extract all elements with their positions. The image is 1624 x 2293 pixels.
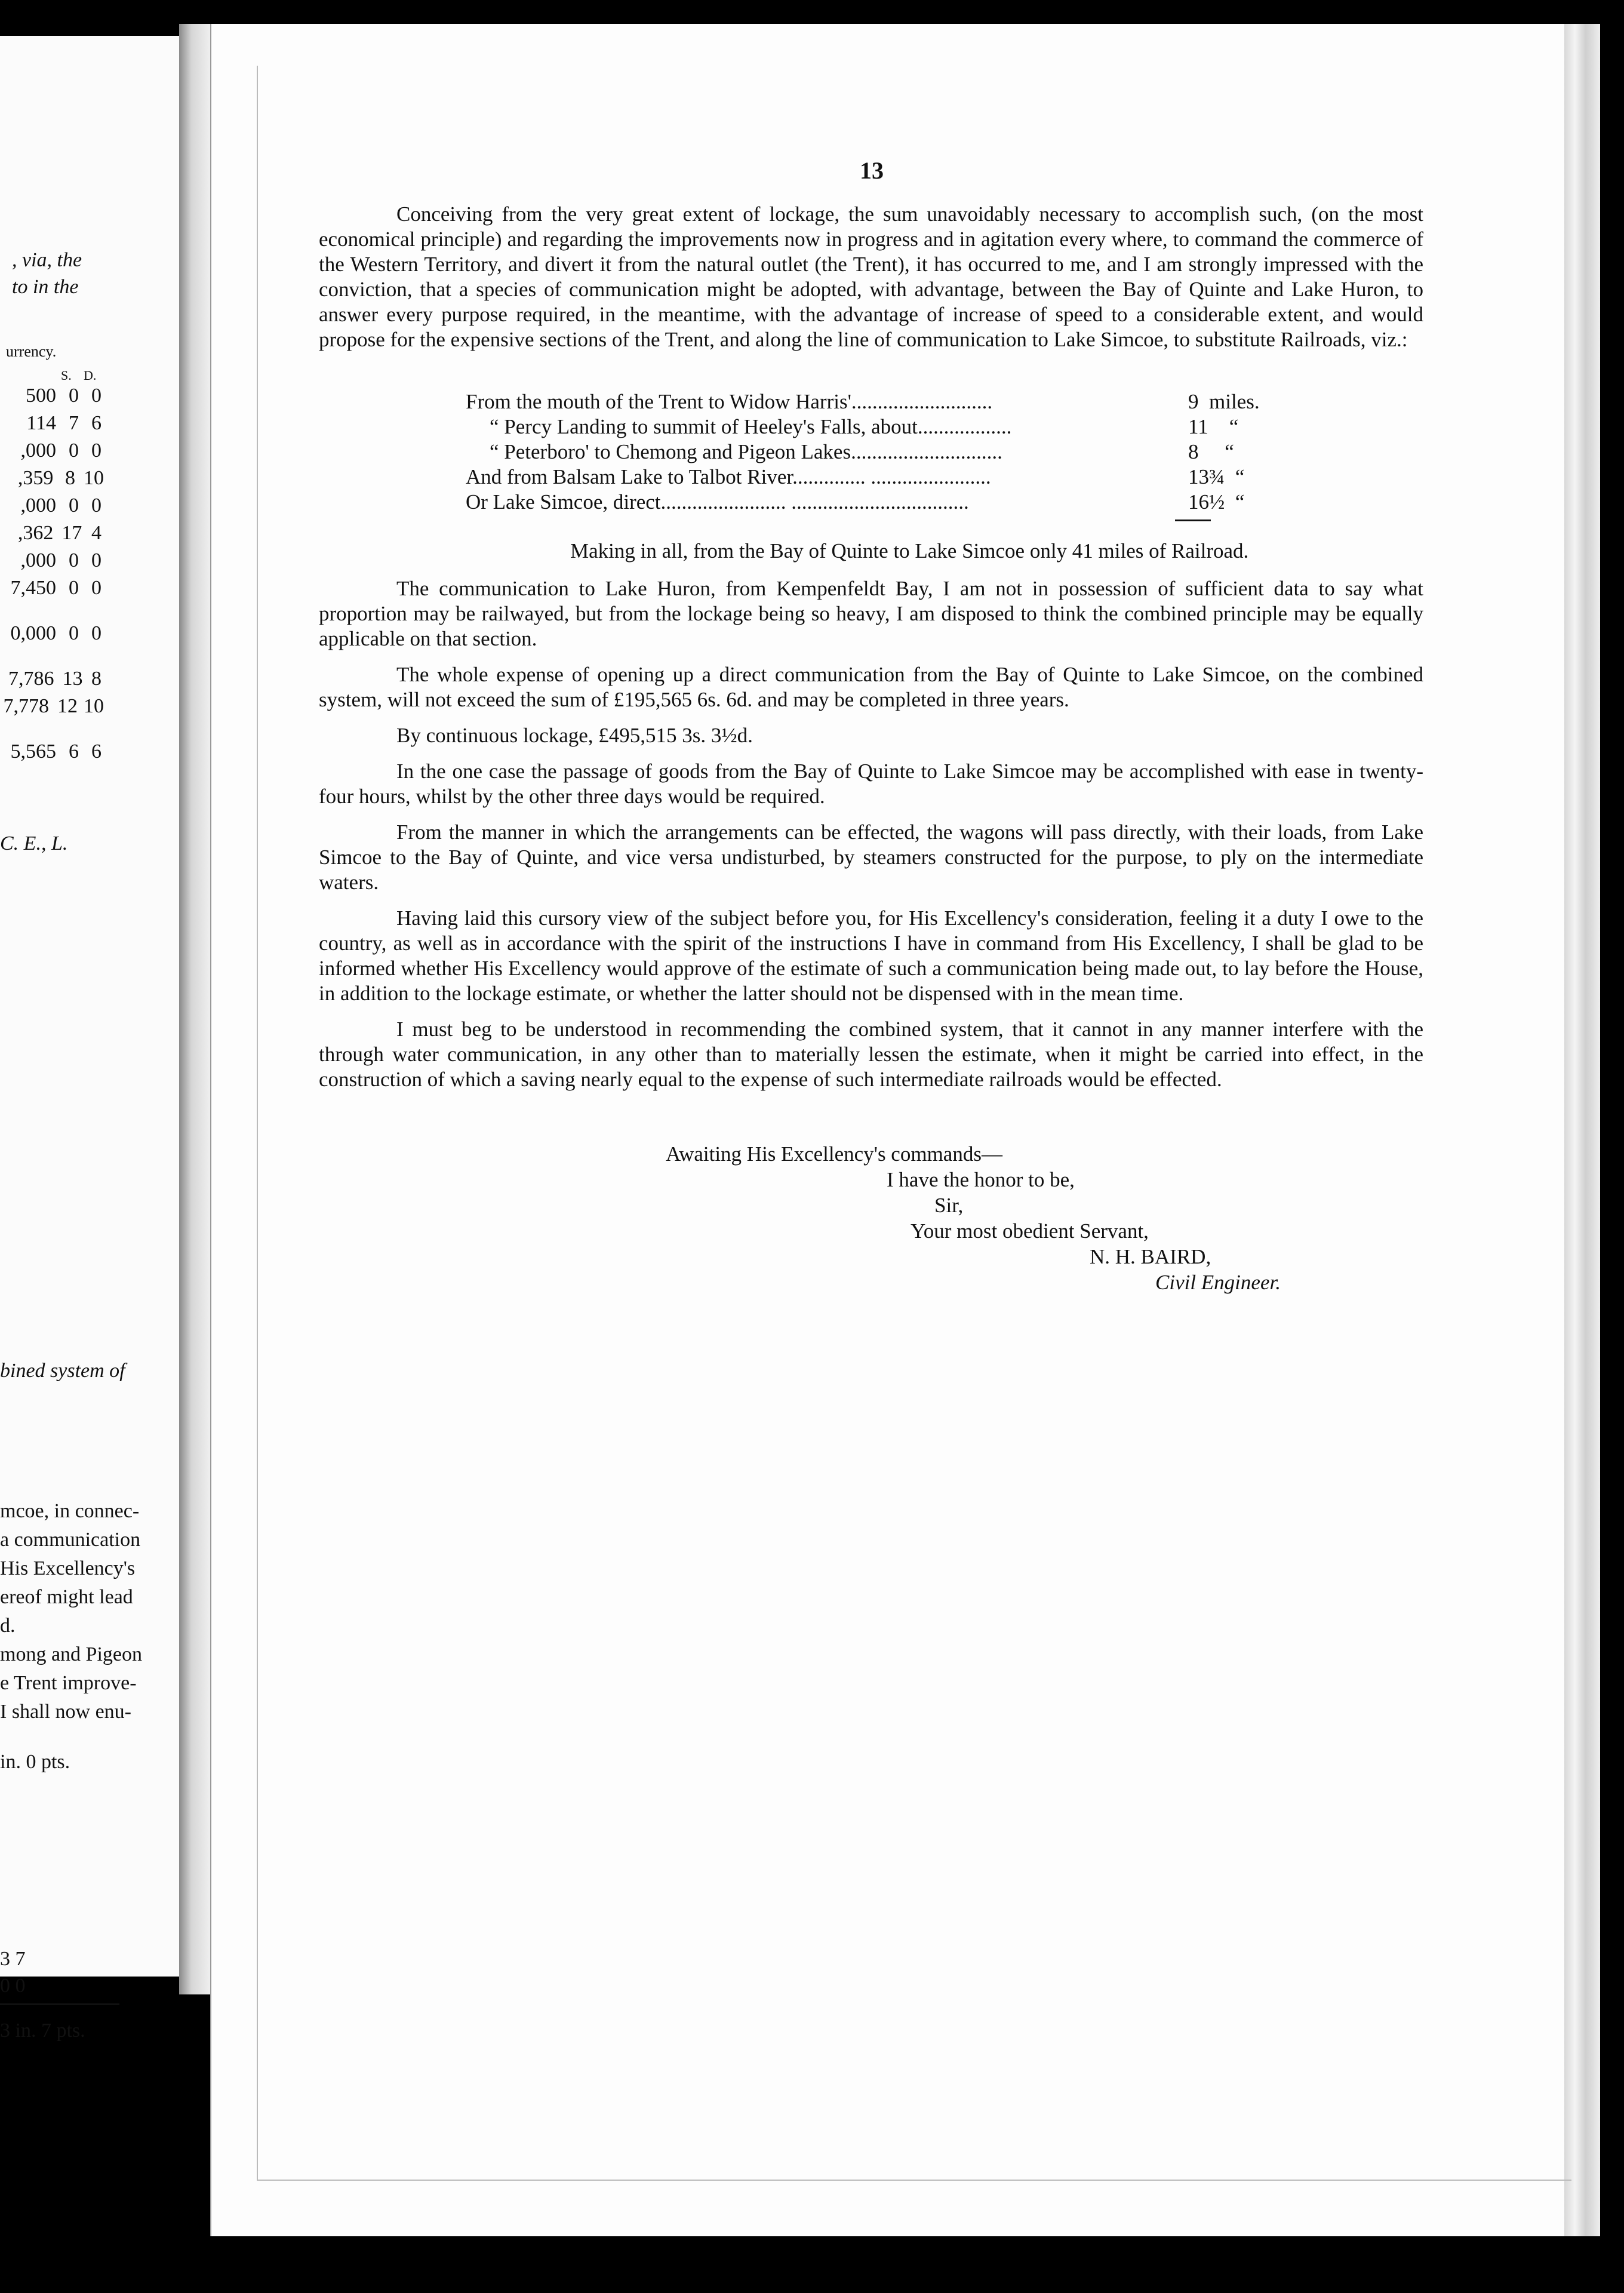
left-currency-table: [0, 382, 102, 766]
left-inpts2: 3 in. 7 pts.: [0, 2020, 85, 2042]
currency-cell: 0: [91, 622, 102, 644]
left-text-via: , via, the: [12, 249, 82, 271]
currency-row: [0, 382, 102, 410]
left-inpts: in. 0 pts.: [0, 1751, 70, 1773]
left-line: a communication: [0, 1529, 141, 1551]
currency-cell: 0: [69, 385, 79, 407]
currency-row: [0, 465, 102, 492]
distance: 16½ “: [1188, 490, 1245, 514]
signature-name: N. H. BAIRD,: [1090, 1245, 1211, 1268]
distance: 11 “: [1188, 415, 1239, 438]
distance-row: [466, 439, 1266, 465]
currency-cell: 12: [57, 695, 78, 717]
distance: 8 “: [1188, 440, 1234, 463]
letter-body: [319, 576, 1423, 1103]
distance-row: [466, 389, 1266, 414]
closing-sir: Sir,: [934, 1194, 964, 1217]
closing-servant: Your most obedient Servant,: [911, 1219, 1149, 1243]
currency-row: [0, 547, 102, 574]
currency-cell: 8: [65, 467, 75, 489]
currency-cell: 7,786: [8, 668, 54, 690]
distance-row: [466, 490, 1266, 515]
currency-cell: ,000: [20, 549, 56, 571]
left-line: mcoe, in connec-: [0, 1500, 140, 1522]
distance-table: [466, 389, 1266, 515]
currency-cell: 10: [84, 467, 104, 489]
book-gutter: [179, 24, 210, 1994]
paragraph: In the one case the passage of goods from the Bay of Quinte to Lake Simcoe may be accomplished with ease in twenty-four hours, whilst by the other three days would be required.: [319, 760, 1423, 808]
route: And from Balsam Lake to Talbot River.............. .......................: [466, 465, 991, 488]
distance: 13¾ “: [1188, 465, 1245, 488]
currency-cell: 0: [69, 439, 79, 462]
left-text-toin: to in the: [12, 276, 79, 298]
letter-intro: [319, 202, 1423, 363]
currency-cell: 7: [69, 412, 79, 434]
currency-cell: 114: [26, 412, 56, 434]
left-line: ereof might lead: [0, 1586, 133, 1608]
paragraph: By continuous lockage, £495,515 3s. 3½d.: [396, 724, 753, 747]
closing-honor: I have the honor to be,: [887, 1168, 1075, 1191]
paragraph: Conceiving from the very great extent of lockage, the sum unavoidably necessary to accomplish such, (on the most economical principle) and regarding the improvements now in progress and in agitation every where, to command the commerce of the Western Territory, and divert it from the natural outlet (the Trent), it has occurred to me, and I am strongly impressed with the conviction, that a species of communication might be adopted, with advantage, between the Bay of Quinte and Lake Huron, to answer every purpose required, in the meantime, with the advantage of increase of speed to a considerable extent, and would propose for the expensive sections of the Trent, and along the line of communication to Lake Simcoe, to substitute Railroads, viz.:: [319, 202, 1423, 351]
currency-cell: 0: [69, 622, 79, 644]
route: From the mouth of the Trent to Widow Harris'...........................: [466, 390, 993, 413]
currency-cell: 17: [61, 522, 82, 544]
currency-cell: 0: [69, 577, 79, 599]
currency-cell: 6: [91, 740, 102, 763]
currency-cell: 0: [91, 385, 102, 407]
currency-cell: 10: [84, 695, 104, 717]
currency-row: [0, 437, 102, 465]
currency-row: [0, 410, 102, 437]
sum-rule: [1175, 520, 1211, 521]
distance-row: [466, 414, 1266, 439]
currency-cell: 0: [91, 494, 102, 517]
currency-row: [0, 620, 102, 647]
currency-cell: 6: [91, 412, 102, 434]
currency-cell: 7,778: [3, 695, 49, 717]
page-frame: [257, 66, 1571, 2181]
currency-cell: 13: [62, 668, 83, 690]
currency-row: [0, 693, 102, 720]
currency-cell: ,359: [17, 467, 54, 489]
closing-awaiting: Awaiting His Excellency's commands—: [666, 1142, 1002, 1166]
route: “ Peterboro' to Chemong and Pigeon Lakes.............................: [490, 440, 1002, 463]
currency-cell: 6: [69, 740, 79, 763]
currency-cell: 0: [69, 494, 79, 517]
left-line: mong and Pigeon: [0, 1643, 142, 1665]
total-line: Making in all, from the Bay of Quinte to Lake Simcoe only 41 miles of Railroad.: [570, 539, 1249, 563]
currency-cell: 500: [26, 385, 56, 407]
paragraph: I must beg to be understood in recommending the combined system, that it cannot in any manner interfere with the through water communication, in any other than to materially lessen the estimate, when it might be carried into effect, in the construction of which a saving nearly equal to the expense of such intermediate railroads would be effected.: [319, 1018, 1423, 1091]
currency-row: [0, 520, 102, 547]
left-text-combined: bined system of: [0, 1360, 125, 1382]
page-number: 13: [860, 157, 884, 184]
currency-cell: 8: [91, 668, 102, 690]
distance: 9 miles.: [1188, 390, 1260, 413]
left-header-d: D.: [84, 368, 97, 383]
distance-row: [466, 465, 1266, 490]
currency-cell: ,000: [20, 439, 56, 462]
currency-row: [0, 492, 102, 520]
currency-cell: 0: [91, 439, 102, 462]
currency-row: [0, 665, 102, 693]
paragraph: The whole expense of opening up a direct communication from the Bay of Quinte to Lake Simcoe, on the combined system, will not exceed the sum of £195,565 6s. 6d. and may be completed in three years.: [319, 663, 1423, 711]
left-header-s: S.: [61, 368, 72, 383]
left-n2: 0 0: [0, 1975, 26, 1997]
currency-cell: 5,565: [10, 740, 56, 763]
left-currency-header: urrency.: [6, 343, 57, 360]
currency-cell: 0,000: [10, 622, 56, 644]
paragraph: The communication to Lake Huron, from Kempenfeldt Bay, I am not in possession of sufficient data to say what proportion may be railwayed, but from the lockage being so heavy, I am disposed to think the combined principle may be equally applicable on that section.: [319, 577, 1423, 650]
currency-row: [0, 738, 102, 766]
currency-row: [0, 574, 102, 602]
route: Or Lake Simcoe, direct........................ ..................................: [466, 490, 969, 514]
left-line: I shall now enu-: [0, 1701, 132, 1723]
left-page: [0, 36, 179, 2042]
currency-cell: ,362: [17, 522, 54, 544]
route: “ Percy Landing to summit of Heeley's Falls, about..................: [490, 415, 1012, 438]
left-line: e Trent improve-: [0, 1672, 137, 1694]
paragraph: Having laid this cursory view of the subject before you, for His Excellency's consideration, feeling it a duty I owe to the country, as well as in accordance with the spirit of the instructions I have in command from His Excellency, I shall be glad to be informed whether His Excellency would approve of the estimate of such a communication being made out, to lay before the House, in addition to the lockage estimate, or whether the latter should not be dispensed with in the mean time.: [319, 906, 1423, 1005]
left-text-cel: C. E., L.: [0, 832, 68, 855]
left-rule: [0, 2003, 119, 2005]
currency-cell: 0: [69, 549, 79, 571]
currency-cell: ,000: [20, 494, 56, 517]
currency-cell: 7,450: [10, 577, 56, 599]
currency-cell: 0: [91, 549, 102, 571]
signature-title: Civil Engineer.: [1155, 1271, 1281, 1294]
currency-cell: 4: [91, 522, 102, 544]
paragraph: From the manner in which the arrangements can be effected, the wagons will pass directly, with their loads, from Lake Simcoe to the Bay of Quinte, and vice versa undisturbed, by steamers constructed for the purpose, to ply on the intermediate waters.: [319, 820, 1423, 894]
currency-cell: 0: [91, 577, 102, 599]
left-line: His Excellency's: [0, 1557, 136, 1579]
left-line: d.: [0, 1615, 16, 1637]
left-n1: 3 7: [0, 1948, 26, 1970]
